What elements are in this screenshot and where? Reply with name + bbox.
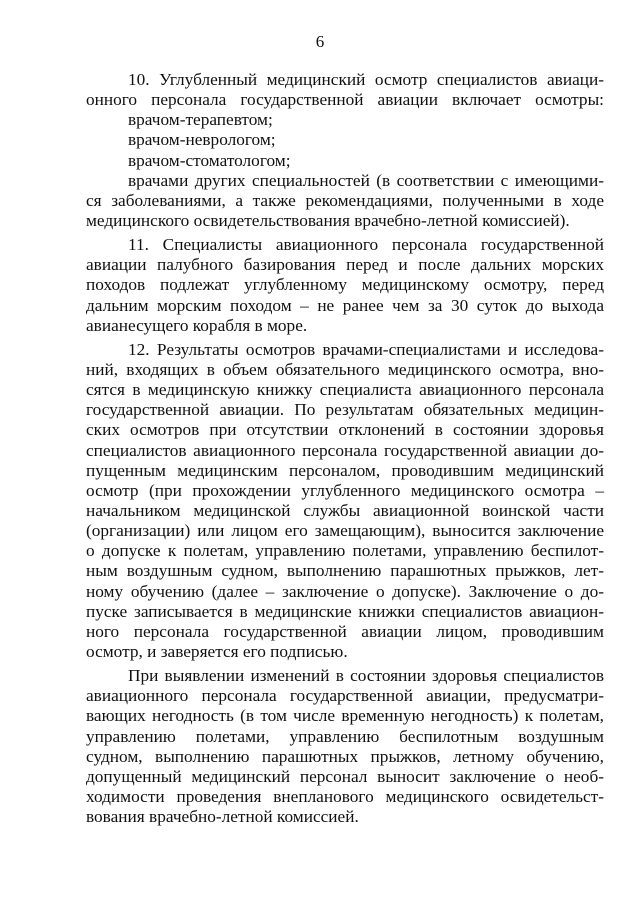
text-line: судном, выполнению парашютных прыжков, летному обучению, — [86, 746, 604, 766]
text-line: допущенный медицинский персонал выносит заключение о необ- — [86, 766, 604, 786]
text-line: При выявлении изменений в состоянии здоровья специалистов — [128, 666, 604, 686]
text-line: ходимости проведения внепланового медицинского освидетельст- — [86, 786, 604, 806]
text-line: начальником медицинской службы авиационной воинской части — [86, 500, 604, 520]
text-line: о допуске к полетам, управлению полетами, управлению беспилот- — [86, 541, 604, 561]
text-line: дальним морским походом – не ранее чем за 30 суток до выхода — [86, 295, 604, 315]
text-line: авиационного персонала государственной авиации, предусматри- — [86, 686, 604, 706]
text-line: специалистов авиационного персонала государственной авиации до- — [86, 440, 604, 460]
page-number: 6 — [315, 32, 325, 51]
text-line: врачами других специальностей (в соответствии с имеющими- — [128, 170, 604, 190]
text-line: управлению полетами, управлению беспилотным воздушным — [86, 726, 604, 746]
text-line: осмотр (при прохождении углубленного медицинского осмотра – — [86, 480, 604, 500]
text-line: ного персонала государственной авиации лицом, проводившим — [86, 621, 604, 641]
text-line: ских осмотров при отсутствии отклонений в состоянии здоровья — [86, 420, 604, 440]
text-line: пущенным медицинским персоналом, проводившим медицинский — [86, 460, 604, 480]
text-line: врачом-стоматологом; — [128, 150, 291, 170]
text-line: врачом-терапевтом; — [128, 110, 273, 130]
text-line: ний, входящих в объем обязательного медицинского осмотра, вно- — [86, 359, 604, 379]
text-line: государственной авиации. По результатам обязательных медицин- — [86, 400, 604, 420]
text-line: ся заболеваниями, а также рекомендациями, полученными в ходе — [86, 190, 604, 210]
text-line: вования врачебно-летной комиссией. — [86, 807, 359, 827]
text-line: ному обучению (далее – заключение о допуске). Заключение о до- — [86, 581, 604, 601]
document-body — [86, 70, 604, 827]
text-line: медицинского освидетельствования врачебно-летной комиссией). — [86, 210, 570, 230]
text-line: врачом-неврологом; — [128, 130, 276, 150]
text-line: 12. Результаты осмотров врачами-специалистами и исследова- — [128, 339, 604, 359]
text-line: авианесущего корабля в море. — [86, 315, 308, 335]
text-line: онного персонала государственной авиации включает осмотры: — [86, 90, 604, 110]
text-line: (организации) или лицом его замещающим), выносится заключение — [86, 521, 604, 541]
text-line: вающих негодность (в том числе временную негодность) к полетам, — [86, 706, 604, 726]
text-line: пуске записывается в медицинские книжки специалистов авиацион- — [86, 601, 604, 621]
text-line: 10. Углубленный медицинский осмотр специалистов авиаци- — [128, 70, 604, 89]
text-line: осмотр, и заверяется его подписью. — [86, 641, 348, 661]
text-line: сятся в медицинскую книжку специалиста авиационного персонала — [86, 380, 604, 400]
text-line: ным воздушным судном, выполнению парашютных прыжков, лет- — [86, 561, 604, 581]
text-line: походов подлежат углубленному медицинскому осмотру, перед — [86, 275, 604, 295]
text-line: 11. Специалисты авиационного персонала государственной — [128, 235, 604, 255]
text-line: авиации палубного базирования перед и после дальних морских — [86, 255, 604, 275]
